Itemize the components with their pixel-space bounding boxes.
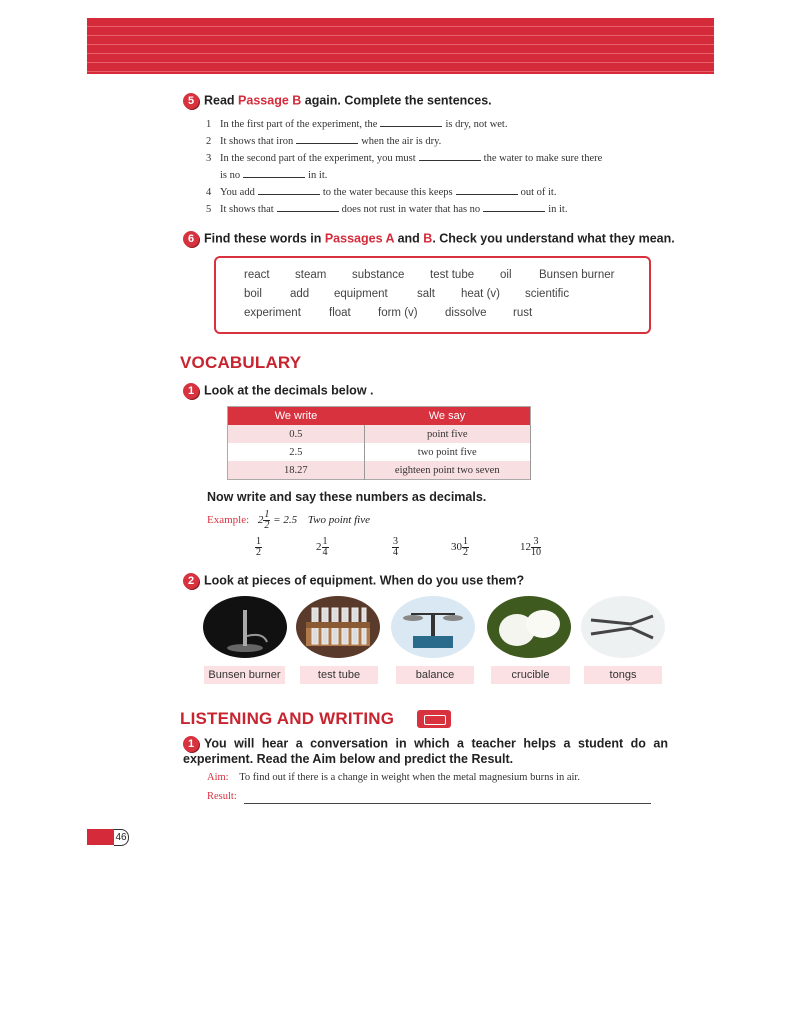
vocabulary-heading: VOCABULARY <box>180 353 302 372</box>
exercise-number-badge: 6 <box>183 231 199 247</box>
crucible-image <box>487 596 571 658</box>
equipment-label: tongs <box>584 666 662 684</box>
table-row: 0.5 point five <box>228 425 531 443</box>
test-tube-rack-image <box>296 596 380 658</box>
header-band <box>87 18 714 74</box>
sentence: is no in it. <box>220 170 328 181</box>
equipment-label: crucible <box>491 666 570 684</box>
equipment-label: test tube <box>300 666 378 684</box>
fraction: 12 $\frac{3}{10}$ <box>520 536 541 558</box>
sentence: 5 It shows that does not rust in water that has no in it. <box>206 204 568 215</box>
exercise-number-badge: 1 <box>183 736 199 752</box>
sentence: 4 You add to the water because this keeps out of it. <box>206 187 557 198</box>
decimals-table <box>227 406 531 480</box>
exercise-5-sentences <box>206 116 676 218</box>
table-row: 18.27 eighteen point two seven <box>228 461 531 480</box>
aim-line: Aim: To find out if there is a change in weight when the metal magnesium burns in air. <box>207 772 580 783</box>
fraction: 30 $\frac{1}{2}$ <box>451 536 468 558</box>
bunsen-burner-image <box>203 596 287 658</box>
now-write-instruction: Now write and say these numbers as decimals. <box>207 490 487 504</box>
sentence: 3 In the second part of the experiment, you must the water to make sure there <box>206 153 603 164</box>
tongs-image <box>581 596 665 658</box>
vocabulary-ex1-instruction: 1 Look at the decimals below . <box>183 383 373 399</box>
result-label: Result: <box>207 791 237 802</box>
exercise-number-badge: 2 <box>183 573 199 589</box>
page-number: 46 <box>114 829 129 846</box>
fraction: 2 $\frac{1}{4}$ <box>316 536 328 558</box>
table-header: We write <box>228 407 365 426</box>
table-header: We say <box>364 407 531 426</box>
table-row: 2.5 two point five <box>228 443 531 461</box>
fraction: $\frac{3}{4}$ <box>393 536 398 558</box>
vocabulary-ex2-instruction: 2 Look at pieces of equipment. When do you use them? <box>183 573 524 589</box>
exercise-number-badge: 1 <box>183 383 199 399</box>
cassette-icon <box>417 710 451 728</box>
sentence: 1 In the first part of the experiment, the is dry, not wet. <box>206 119 508 130</box>
fraction: $\frac{1}{2}$ <box>256 536 261 558</box>
exercise-6-instruction: 6 Find these words in Passages A and B. Check you understand what they mean. <box>183 231 675 247</box>
listening-writing-heading: LISTENING AND WRITING <box>180 709 395 728</box>
equipment-label: balance <box>396 666 474 684</box>
sentence: 2 It shows that iron when the air is dry. <box>206 136 442 147</box>
exercise-number-badge: 5 <box>183 93 199 109</box>
result-answer-line[interactable] <box>244 803 651 804</box>
equipment-label: Bunsen burner <box>204 666 285 684</box>
page-tab <box>87 829 115 845</box>
balance-image <box>391 596 475 658</box>
listening-ex1-instruction: 1 You will hear a conversation in which a teacher helps a student do an experiment. Read the Aim below and predict the Result. <box>183 736 668 766</box>
example-line: Example: 2 $\frac{1}{2}$ = 2.5 Two point five <box>207 509 370 531</box>
exercise-5-instruction: 5 Read Passage B again. Complete the sentences. <box>183 93 492 109</box>
